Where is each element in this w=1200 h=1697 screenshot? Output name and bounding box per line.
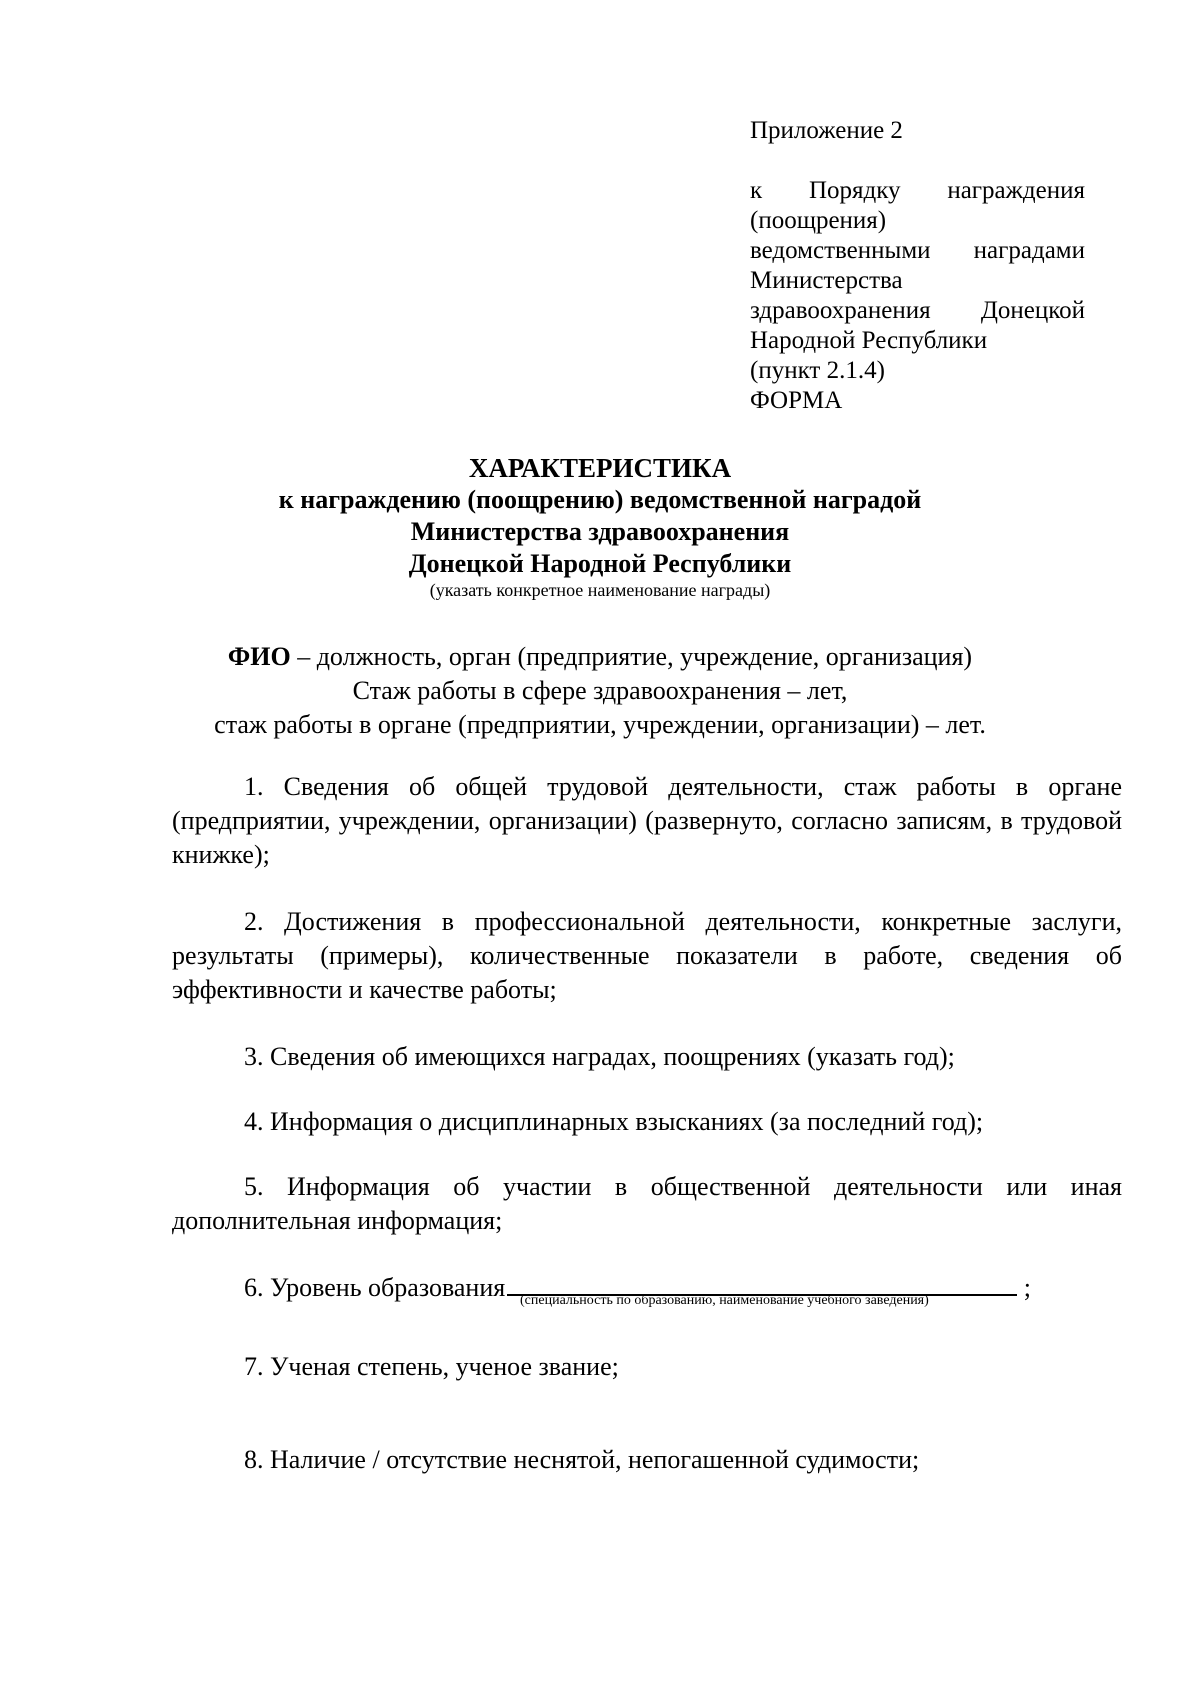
appendix-line-3: ведомственными наградами: [750, 237, 1085, 264]
appendix-title: Приложение 2: [750, 117, 903, 144]
heading-line-3: Донецкой Народной Республики: [408, 549, 792, 578]
appendix-form-label: ФОРМА: [750, 387, 843, 414]
fio-label: ФИО: [227, 642, 291, 671]
appendix-line-7: (пункт 2.1.4): [750, 357, 885, 384]
appendix-line-6: Народной Республики: [750, 327, 988, 354]
appendix-line-1: к Порядку награждения: [750, 177, 1085, 204]
document-title: ХАРАКТЕРИСТИКА: [468, 453, 732, 483]
fio-line-1: [0, 640, 1200, 674]
appendix-block: [750, 116, 1085, 416]
heading-line-2: Министерства здравоохранения: [410, 517, 790, 546]
appendix-line-4: Министерства: [750, 267, 903, 294]
appendix-line-2: (поощрения): [750, 207, 887, 234]
fio-block: [0, 640, 1200, 742]
education-end: ;: [1017, 1273, 1031, 1302]
appendix-body: [750, 176, 1085, 416]
education-fill-line: [507, 1268, 1017, 1296]
heading-line-1: к награждению (поощрению) ведомственной наградой: [278, 485, 922, 514]
list-item-8: 8. Наличие / отсутствие неснятой, непогашенной судимости;: [244, 1445, 920, 1474]
list-item-2: 2. Достижения в профессиональной деятельности, конкретные заслуги, результаты (примеры), количественные показатели в работе, сведения об эффективности и качестве работы;: [172, 907, 1122, 1004]
education-note: (специальность по образованию, наименование учебного заведения): [520, 1293, 929, 1308]
list-item-1: 1. Сведения об общей трудовой деятельности, стаж работы в органе (предприятии, учреждении, организации) (развернуто, согласно записям, в трудовой книжке);: [172, 772, 1122, 869]
document-heading: [0, 452, 1200, 600]
heading-note: (указать конкретное наименование награды): [429, 580, 771, 600]
appendix-line-5: здравоохранения Донецкой: [750, 297, 1085, 324]
list-item-7: 7. Ученая степень, ученое звание;: [244, 1352, 619, 1381]
list-item-4: 4. Информация о дисциплинарных взысканиях (за последний год);: [244, 1107, 984, 1136]
education-label: 6. Уровень образования: [244, 1273, 506, 1302]
fio-line-3: стаж работы в органе (предприятии, учреждении, организации) – лет.: [214, 710, 986, 739]
list-item-5: 5. Информация об участии в общественной деятельности или иная дополнительная информация;: [172, 1172, 1122, 1235]
fio-line-2: Стаж работы в сфере здравоохранения – лет,: [352, 676, 848, 705]
fio-position: – должность, орган (предприятие, учреждение, организация): [290, 642, 973, 671]
list-item-3: 3. Сведения об имеющихся наградах, поощрениях (указать год);: [244, 1042, 955, 1071]
